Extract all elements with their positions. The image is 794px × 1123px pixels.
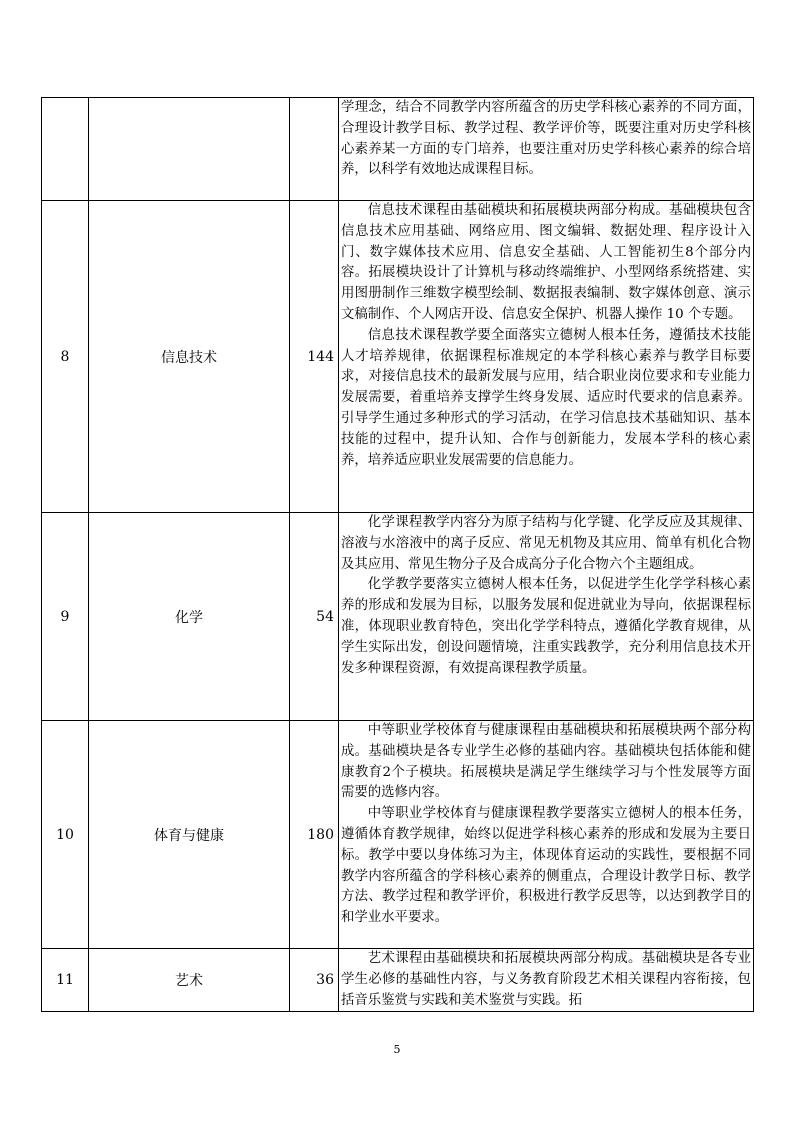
- description-paragraph: 中等职业学校体育与健康课程教学要落实立德树人的根本任务，遵循体育教学规律，始终以促进学科核心素养的形成和发展为主要日标。教学中要以身体练习为主，体现体育运动的实践性，要根据不同教学内容所蕴含的学科核心素养的侧重点，合理设计教学日标、教学方法、教学过程和教学评价，积极进行教学反思等，以达到教学目的和学业水平要求。: [341, 806, 751, 926]
- description-paragraph: 学理念，结合不同教学内容所蕴含的历史学科核心素养的不同方面，合理设计教学目标、教学过程、教学评价等，既要注重对历史学科核心素养某一方面的专门培养，也要注重对历史学科核心素养的综合培养，以科学有效地达成课程目标。: [341, 100, 751, 178]
- course-hours: 36: [290, 949, 339, 1012]
- table-row: [42, 98, 754, 201]
- course-description: [339, 98, 754, 201]
- table-row: [42, 513, 754, 721]
- course-hours: 144: [290, 201, 339, 513]
- course-name: [89, 98, 290, 201]
- course-hours: 54: [290, 513, 339, 721]
- description-paragraph: 信息技术课程教学要全面落实立德树人根本任务，遵循技术技能人才培养规律，依据课程标准规定的本学科核心素养与教学目标要求，对接信息技术的最新发展与应用，结合职业岗位要求和专业能力发展需要，着重培养支撑学生终身发展、适应时代要求的信息素养。引导学生通过多种形式的学习活动，在学习信息技术基础知识、基本技能的过程中，提升认知、合作与创新能力，发展本学科的核心素养，培养适应职业发展需要的信息能力。: [341, 327, 751, 468]
- table-row: [42, 201, 754, 513]
- course-name: 体育与健康: [89, 721, 290, 949]
- course-table: [41, 97, 754, 1012]
- course-description: [339, 201, 754, 513]
- course-name: 化学: [89, 513, 290, 721]
- course-name: 艺术: [89, 949, 290, 1012]
- course-name: 信息技术: [89, 201, 290, 513]
- description-paragraph: 艺术课程由基础模块和拓展模块两部分构成。基础模块是各专业学生必修的基础性内容，与义务教育阶段艺术相关课程内容衔接，包括音乐鉴赏与实践和美术鉴赏与实践。拓: [341, 951, 751, 1008]
- course-description: [339, 721, 754, 949]
- description-paragraph: 信息技术课程由基础模块和拓展模块两部分构成。基础模块包含信息技术应用基础、网络应用、图文编辑、数据处理、程序设计入门、数字媒体技术应用、信息安全基础、人工智能初生8个部分内容。拓展模块设计了计算机与移动终端维护、小型网络系统搭建、实用图册制作三维数字模型绘制、数据报表编制、数字媒体创意、演示文稿制作、个人网店开设、信息安全保护、机器人操作 10 个专题。: [341, 203, 751, 322]
- description-paragraph: 中等职业学校体育与健康课程由基础模块和拓展模块两个部分构成。基础模块是各专业学生必修的基础内容。基础模块包括体能和健康教育2个子模块。拓展模块是满足学生继续学习与个性发展等方面需要的选修内容。: [341, 723, 751, 801]
- course-number: 10: [42, 721, 89, 949]
- course-number: 11: [42, 949, 89, 1012]
- description-paragraph: 化学教学要落实立德树人根本任务，以促进学生化学学科核心素养的形成和发展为目标，以服务发展和促进就业为导向，依据课程标准，体现职业教育特色，突出化学学科特点，遵循化学教育规律，从学生实际出发，创设问题情境，注重实践教学，充分利用信息技术开发多种课程资源，有效提高课程教学质量。: [341, 577, 751, 676]
- table-row: [42, 949, 754, 1012]
- course-hours: [290, 98, 339, 201]
- course-number: [42, 98, 89, 201]
- course-hours: 180: [290, 721, 339, 949]
- course-number: 9: [42, 513, 89, 721]
- table-row: [42, 721, 754, 949]
- page-number: 5: [393, 1043, 401, 1056]
- course-description: [339, 513, 754, 721]
- description-paragraph: 化学课程教学内容分为原子结构与化学键、化学反应及其规律、溶液与水溶液中的离子反应、常见无机物及其应用、简单有机化合物及其应用、常见生物分子及合成高分子化合物六个主题组成。: [341, 515, 751, 572]
- course-number: 8: [42, 201, 89, 513]
- course-description: [339, 949, 754, 1012]
